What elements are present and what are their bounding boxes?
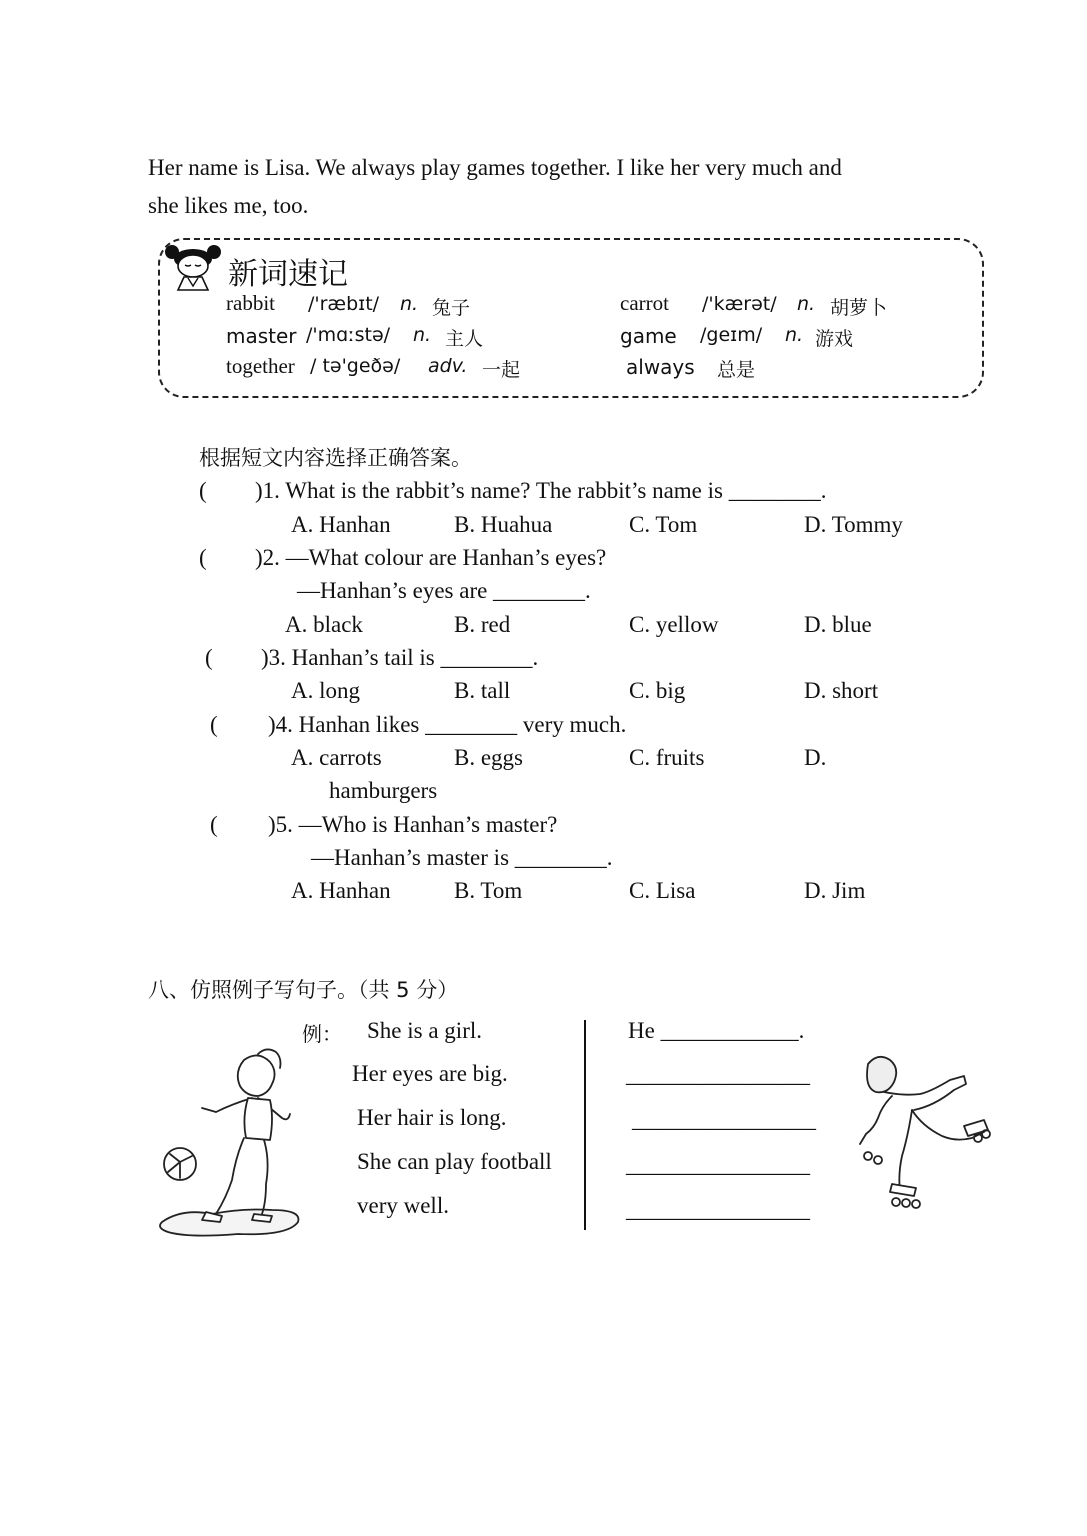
answer-bracket[interactable]: (	[210, 812, 218, 837]
option-c[interactable]: C. yellow	[629, 612, 719, 637]
vocab-word: together	[226, 354, 295, 378]
option-b[interactable]: B. tall	[454, 678, 511, 703]
vocab-phonetic: /'kærət/	[702, 293, 777, 315]
girl-playing-football-icon	[158, 1046, 304, 1238]
option-b[interactable]: B. red	[454, 612, 511, 637]
vocab-phonetic: /geɪm/	[700, 324, 763, 346]
vocab-word: rabbit	[226, 291, 275, 315]
question-text: )2. —What colour are Hanhan’s eyes?	[255, 545, 607, 570]
option-d[interactable]: D. Jim	[804, 878, 866, 903]
answer-bracket[interactable]: (	[205, 645, 213, 670]
question-text: )4. Hanhan likes ________ very much.	[268, 712, 627, 737]
vocab-meaning: 兔子	[432, 297, 471, 319]
option-d[interactable]: D. Tommy	[804, 512, 903, 537]
boy-roller-skating-icon	[852, 1052, 992, 1212]
option-d-continued[interactable]: hamburgers	[329, 778, 438, 803]
example-label: 例：	[302, 1022, 342, 1046]
option-d[interactable]: D. blue	[804, 612, 872, 637]
option-b[interactable]: B. Tom	[454, 878, 523, 903]
vocab-meaning: 游戏	[815, 328, 854, 350]
vocab-pos: adv.	[428, 355, 468, 377]
vocab-meaning: 主人	[445, 328, 484, 350]
option-a[interactable]: A. Hanhan	[291, 512, 391, 537]
option-c[interactable]: C. big	[629, 678, 686, 703]
vocab-meaning: 一起	[482, 359, 521, 381]
answer-line[interactable]: ________________	[632, 1107, 816, 1132]
vocab-meaning: 总是	[717, 359, 756, 381]
option-d[interactable]: D. short	[804, 678, 879, 703]
question-text-2: —Hanhan’s master is ________.	[311, 845, 613, 870]
vocab-word: carrot	[620, 291, 669, 315]
example-line: Her hair is long.	[357, 1105, 507, 1130]
vocab-word: master	[226, 324, 297, 348]
example-line: She can play football	[357, 1149, 552, 1174]
vocab-word: always	[626, 355, 695, 379]
question-text: )1. What is the rabbit’s name? The rabbit’s name is ________.	[255, 478, 827, 503]
option-a[interactable]: A. black	[285, 612, 363, 637]
answer-line-1[interactable]: He ____________.	[628, 1018, 805, 1043]
answer-line[interactable]: ________________	[626, 1152, 810, 1177]
vocab-phonetic: /'mɑːstə/	[306, 324, 391, 346]
option-d[interactable]: D.	[804, 745, 827, 770]
vocab-pos: n.	[785, 324, 804, 346]
cartoon-girl-icon	[162, 242, 224, 298]
divider	[584, 1020, 586, 1230]
answer-bracket[interactable]: (	[210, 712, 218, 737]
example-line: Her eyes are big.	[352, 1061, 508, 1086]
reading-instruction: 根据短文内容选择正确答案。	[199, 446, 472, 470]
option-c[interactable]: C. Lisa	[629, 878, 696, 903]
vocab-meaning: 胡萝卜	[830, 297, 888, 319]
vocab-phonetic: / tə'geðə/	[310, 355, 401, 377]
answer-line[interactable]: ________________	[626, 1062, 810, 1087]
answer-bracket[interactable]: (	[199, 545, 207, 570]
option-a[interactable]: A. long	[291, 678, 360, 703]
option-b[interactable]: B. Huahua	[454, 512, 553, 537]
vocab-pos: n.	[413, 324, 432, 346]
example-line: She is a girl.	[367, 1018, 482, 1043]
option-a[interactable]: A. carrots	[291, 745, 382, 770]
option-c[interactable]: C. fruits	[629, 745, 705, 770]
section-title: 八、仿照例子写句子。（共 5 分）	[148, 978, 459, 1002]
option-c[interactable]: C. Tom	[629, 512, 698, 537]
question-text: )3. Hanhan’s tail is ________.	[261, 645, 539, 670]
example-line: very well.	[357, 1193, 449, 1218]
option-b[interactable]: B. eggs	[454, 745, 523, 770]
vocab-phonetic: /'ræbɪt/	[308, 293, 380, 315]
passage-line-2: she likes me, too.	[148, 193, 309, 218]
answer-line[interactable]: ________________	[626, 1197, 810, 1222]
option-a[interactable]: A. Hanhan	[291, 878, 391, 903]
answer-bracket[interactable]: (	[199, 478, 207, 503]
vocab-title: 新词速记	[228, 257, 348, 292]
vocab-pos: n.	[797, 293, 816, 315]
question-text: )5. —Who is Hanhan’s master?	[268, 812, 558, 837]
vocab-word: game	[620, 324, 677, 348]
question-text-2: —Hanhan’s eyes are ________.	[297, 578, 591, 603]
passage-line-1: Her name is Lisa. We always play games together. I like her very much and	[148, 155, 842, 180]
vocab-pos: n.	[400, 293, 419, 315]
